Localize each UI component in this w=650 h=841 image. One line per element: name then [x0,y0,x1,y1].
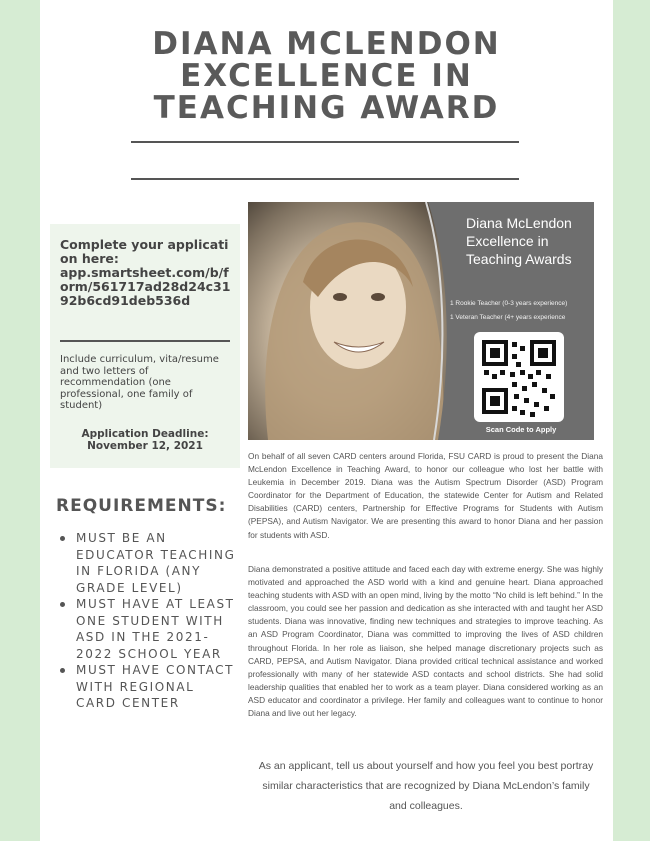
bullet-icon [60,668,65,673]
requirement-item [58,530,238,596]
title-divider-bottom [131,178,519,180]
requirement-item [58,662,238,712]
application-instructions [60,238,235,308]
requirement-text: MUST BE AN EDUCATOR TEACHING IN FLORIDA (ANY GRADE LEVEL) [76,531,236,595]
qr-code[interactable] [474,332,564,422]
apply-label: Complete your application here: [60,237,229,266]
closing-prompt: As an applicant, tell us about yourself and how you feel you best portray similar characteristics that are recognized by Diana McLendon’s family and colleagues. [258,760,594,812]
page-title: DIANA MCLENDON EXCELLENCE IN TEACHING AWARD [152,26,501,126]
flyer-rookie-line: 1 Rookie Teacher (0-3 years experience) [450,300,568,307]
portrait-illustration [248,202,453,440]
include-note: Include curriculum, vita/resume and two letters of recommendation (one professional, one family of student) [60,354,219,411]
deadline-label: Application Deadline: [81,428,209,440]
requirements-list [58,530,238,712]
info-box-divider [60,340,230,342]
application-deadline [50,428,240,452]
portrait-photo [248,202,453,440]
requirement-item [58,596,238,662]
body-paragraph-2: Diana demonstrated a positive attitude and faced each day with extreme energy. She was highly motivated and approached the ASD world with a kind and genuine heart. Diana approached teaching students with ASD with an open mind, living by the motto “No child is left behind.” In the classroom, you could see her passion and dedication as she interacted with and taught her ASD students. Diana was innovative, finding new techniques and strategies to improve teaching. As an ASD Program Coordinator, Diana was committed to improving the lives of ASD children throughout Florida. In her role as liaison, she helped manage discretionary projects such as CARD, PEPSA, and Autism Navigator. Diana provided critical technical assistance and worked professionally with many of her statewide ASD contacts and school districts. She had solid leadership qualities that enabled her to work as a team player. Diana considered working as an ASD educator and coordinator a privilege. Her family and colleagues want to continue to honor Diana and live out her legacy. [248,564,603,719]
requirement-text: MUST HAVE CONTACT WITH REGIONAL CARD CENTER [76,663,235,710]
award-flyer-image [248,202,594,440]
qr-caption: Scan Code to Apply [485,425,557,434]
title-divider-top [131,141,519,143]
qr-code-icon [474,332,564,422]
requirements-heading: REQUIREMENTS: [56,496,227,516]
flyer-veteran-line: 1 Veteran Teacher (4+ years experience [450,314,566,321]
bullet-icon [60,536,65,541]
bullet-icon [60,602,65,607]
requirement-text: MUST HAVE AT LEAST ONE STUDENT WITH ASD IN THE 2021-2022 SCHOOL YEAR [76,597,235,661]
flyer-title: Diana McLendon Excellence in Teaching Awards [466,215,572,267]
application-info-box [50,224,240,468]
body-paragraph-1: On behalf of all seven CARD centers around Florida, FSU CARD is proud to present the Diana McLendon Excellence in Teaching Award, to honor our colleague who lost her battle with Leukemia in December 2019. Diana was the Autism Spectrum Disorder (ASD) Program Coordinator for the Department of Education, the statewide Center for Autism and Related Disabilities (CARD) centers, Partnership for Effective Programs for Students with Autism (PEPSA), and Autism Navigator. We are presenting this award to honor Diana and her passion for students with ASD. [248,451,603,540]
apply-link[interactable]: app.smartsheet.com/b/form/561717ad28d24c3192b6cd91deb536d [60,265,231,308]
deadline-date: November 12, 2021 [87,440,203,452]
